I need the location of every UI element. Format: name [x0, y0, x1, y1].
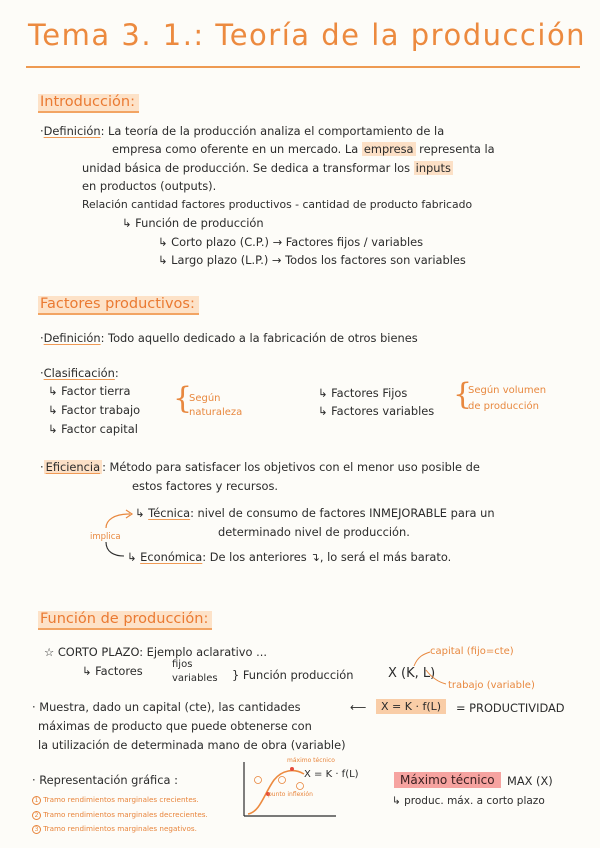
- heading-introduccion: Introducción:: [38, 94, 139, 113]
- graph-max-point: [290, 767, 294, 771]
- corto-plazo-title: ☆ CORTO PLAZO: Ejemplo aclarativo ...: [44, 645, 268, 659]
- factor-trabajo: ↳ Factor trabajo: [48, 403, 141, 417]
- tramo-1-num: 1: [32, 796, 41, 805]
- graph-max-label: máximo técnico: [287, 757, 335, 764]
- factors-def-text: : Todo aquello dedicado a la fabricación de otros bienes: [100, 331, 418, 345]
- tecnica-line-1: ↳ Técnica: nivel de consumo de factores INMEJORABLE para un: [135, 506, 495, 520]
- tramo-3: [32, 824, 197, 834]
- intro-line-8: ↳ Largo plazo (L.P.) → Todos los factores son variables: [158, 253, 466, 267]
- brace-naturaleza: {: [173, 381, 193, 416]
- heading-funcion-produccion: Función de producción:: [38, 611, 212, 630]
- muestra-line-3: la utilización de determinada mano de obra (variable): [38, 738, 346, 752]
- max-note: ↳ produc. máx. a corto plazo: [392, 795, 545, 807]
- factores-fijos: ↳ Factores Fijos: [318, 386, 408, 400]
- title-underline: [26, 66, 580, 68]
- intro-line-2c: representa la: [415, 142, 495, 156]
- tramo-2-text: Tramo rendimientos marginales decrecientes.: [43, 810, 208, 819]
- graph-equation: X = K · f(L): [304, 769, 359, 780]
- variables-label: variables: [172, 673, 218, 684]
- factores-label: ↳ Factores: [82, 664, 143, 678]
- intro-empresa-highlight: empresa: [363, 142, 414, 156]
- segun-label: Según: [189, 393, 221, 404]
- muestra-arrow: ⟵: [350, 700, 367, 714]
- tecnica-line-2: determinado nivel de producción.: [218, 525, 410, 539]
- intro-line-7: ↳ Corto plazo (C.P.) → Factores fijos / variables: [158, 235, 424, 249]
- intro-line-3: [82, 161, 453, 175]
- fijos-label: fijos: [172, 659, 193, 670]
- formula-xkl: X (K, L): [388, 666, 436, 681]
- tramo-1-text: Tramo rendimientos marginales crecientes.: [43, 795, 199, 804]
- economica-line: ↳ Económica: De los anteriores ↴, lo será el más barato.: [127, 550, 452, 564]
- muestra-line-2: máximas de producto que puede obtenerse con: [38, 719, 312, 733]
- factors-def-label: Definición: [43, 331, 101, 345]
- page-title: Tema 3. 1.: Teoría de la producción: [28, 18, 587, 52]
- economica-text: : De los anteriores ↴, lo será el más barato.: [202, 550, 452, 564]
- segun-volumen-label: Según volumen: [468, 385, 547, 396]
- representacion-label: · Representación gráfica :: [32, 773, 178, 787]
- capital-note: capital (fijo=cte): [430, 646, 514, 657]
- factor-capital: ↳ Factor capital: [48, 422, 138, 436]
- tramo-2-num: 2: [32, 811, 41, 820]
- eficiencia-text-1: : Método para satisfacer los objetivos con el menor uso posible de: [102, 460, 480, 474]
- heading-factores: Factores productivos:: [38, 296, 199, 315]
- factors-def-line: ·Definición: Todo aquello dedicado a la fabricación de otros bienes: [40, 331, 418, 345]
- muestra-line-1: · Muestra, dado un capital (cte), las cantidades: [32, 700, 301, 714]
- economica-label: Económica: [140, 550, 203, 564]
- implica-label: implica: [90, 532, 121, 542]
- eficiencia-line-2: estos factores y recursos.: [132, 479, 279, 493]
- intro-line-4: en productos (outputs).: [82, 179, 217, 193]
- eficiencia-line-1: · Eficiencia : Método para satisfacer los objetivos con el menor uso posible de: [40, 460, 480, 474]
- naturaleza-label: naturaleza: [189, 407, 243, 418]
- intro-line-2a: empresa como oferente en un mercado. La: [112, 142, 362, 156]
- class-line: ·Clasificación:: [40, 366, 119, 380]
- funcion-produccion-label: } Función producción: [232, 668, 354, 682]
- intro-line-2: [112, 142, 495, 156]
- graph-inflexion-label: punto inflexión: [268, 791, 313, 798]
- intro-def-text-1: : La teoría de la producción analiza el comportamiento de la: [100, 124, 445, 138]
- intro-line-5: Relación cantidad factores productivos - cantidad de producto fabricado: [82, 198, 473, 211]
- intro-line-1: ·Definición: La teoría de la producción analiza el comportamiento de la: [40, 124, 445, 138]
- factores-variables: ↳ Factores variables: [318, 404, 435, 418]
- intro-line-6: ↳ Función de producción: [122, 216, 264, 230]
- max-x-label: MAX (X): [507, 774, 553, 788]
- trabajo-note: trabajo (variable): [448, 680, 535, 691]
- tramo-1: [32, 795, 199, 805]
- brace-volumen: {: [453, 377, 473, 412]
- formula-productividad: X = K · f(L): [376, 699, 446, 714]
- eficiencia-label: Eficiencia: [45, 460, 101, 474]
- de-produccion-label: de producción: [468, 401, 539, 412]
- tecnica-label: Técnica: [148, 506, 191, 520]
- maximo-tecnico-box: Máximo técnico: [394, 772, 501, 788]
- note-arrows: [410, 648, 450, 692]
- intro-inputs-highlight: inputs: [415, 161, 451, 175]
- tramo-2: [32, 810, 208, 820]
- tramo-3-text: Tramo rendimientos marginales negativos.: [43, 824, 197, 833]
- intro-def-label: Definición: [43, 124, 101, 138]
- intro-line-3a: unidad básica de producción. Se dedica a transformar los: [82, 161, 414, 175]
- class-label: Clasificación: [43, 366, 115, 380]
- tecnica-text-1: : nivel de consumo de factores INMEJORABLE para un: [190, 506, 495, 520]
- tramo-3-num: 3: [32, 825, 41, 834]
- productividad-label: = PRODUCTIVIDAD: [456, 701, 565, 715]
- factor-tierra: ↳ Factor tierra: [48, 384, 131, 398]
